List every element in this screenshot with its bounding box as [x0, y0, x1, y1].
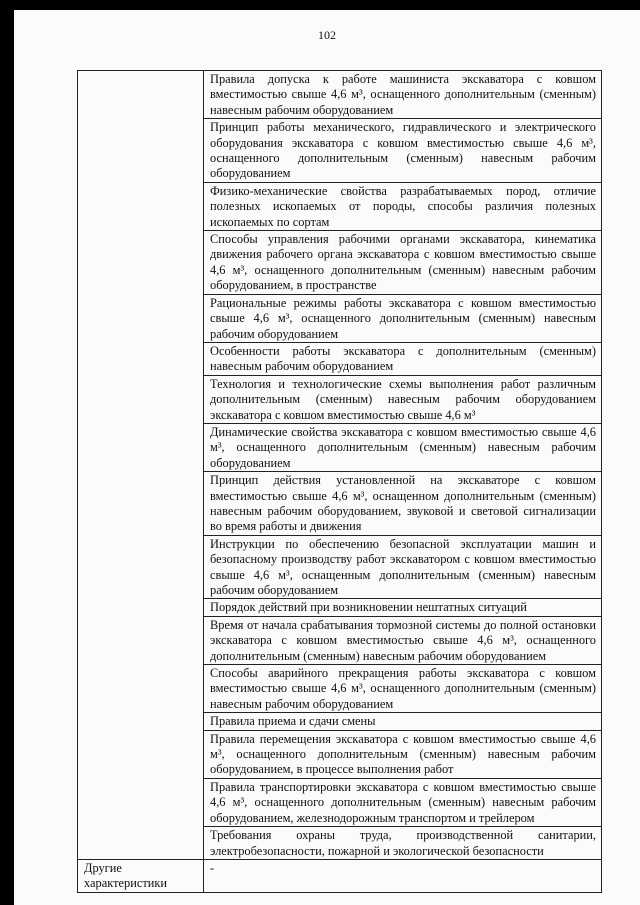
other-characteristics-label: Другие характеристики: [78, 859, 204, 892]
knowledge-item: Физико-механические свойства разрабатываемых пород, отличие полезных ископаемых от породы, способы различия полезных ископаемых по сортам: [204, 182, 602, 230]
knowledge-item: Порядок действий при возникновении нештатных ситуаций: [204, 599, 602, 616]
knowledge-item: Рациональные режимы работы экскаватора с ковшом вместимостью свыше 4,6 м³, оснащенного дополнительным (сменным) навесным рабочим оборудованием: [204, 294, 602, 342]
knowledge-item: Время от начала срабатывания тормозной системы до полной остановки экскаватора с ковшом вместимостью свыше 4,6 м³, оснащенного дополнительным (сменным) навесным рабочим оборудованием: [204, 616, 602, 664]
knowledge-item: Принцип работы механического, гидравлического и электрического оборудования экскаватора с ковшом вместимостью свыше 4,6 м³, оснащенного дополнительным (сменным) навесным рабочим оборудованием: [204, 119, 602, 183]
table-row: [78, 859, 602, 892]
knowledge-item: Динамические свойства экскаватора с ковшом вместимостью свыше 4,6 м³, оснащенного дополнительным (сменным) навесным рабочим оборудованием: [204, 423, 602, 471]
knowledge-item: Правила допуска к работе машиниста экскаватора с ковшом вместимостью свыше 4,6 м³, оснащенного дополнительным (сменным) навесным рабочим оборудованием: [204, 71, 602, 119]
knowledge-item: Правила перемещения экскаватора с ковшом вместимостью свыше 4,6 м³, оснащенного дополнительным (сменным) навесным рабочим оборудованием, в процессе выполнения работ: [204, 730, 602, 778]
knowledge-item: Способы управления рабочими органами экскаватора, кинематика движения рабочего органа экскаватора с ковшом вместимостью свыше 4,6 м³, оснащенного дополнительным (сменным) навесным рабочим оборудованием, в пространстве: [204, 231, 602, 295]
knowledge-item: Инструкции по обеспечению безопасной эксплуатации машин и безопасному производству работ экскаватором с ковшом вместимостью свыше 4,6 м³, оснащенным дополнительным (сменным) навесным рабочим оборудованием: [204, 535, 602, 599]
document-page: [14, 10, 640, 905]
knowledge-item: Особенности работы экскаватора с дополнительным (сменным) навесным рабочим оборудованием: [204, 342, 602, 375]
knowledge-item: Технология и технологические схемы выполнения работ различным дополнительным (сменным) навесным рабочим оборудованием экскаватора с ковшом вместимостью свыше 4,6 м³: [204, 375, 602, 423]
knowledge-item: Принцип действия установленной на экскаваторе с ковшом вместимостью свыше 4,6 м³, оснащенном дополнительным (сменным) навесным рабочим оборудованием, звуковой и световой сигнализации во время работы и движения: [204, 472, 602, 536]
knowledge-item: Правила приема и сдачи смены: [204, 713, 602, 730]
knowledge-item: Требования охраны труда, производственной санитарии, электробезопасности, пожарной и экологической безопасности: [204, 827, 602, 860]
knowledge-item: Правила транспортировки экскаватора с ковшом вместимостью свыше 4,6 м³, оснащенного дополнительным (сменным) навесным рабочим оборудованием, железнодорожным транспортом и трейлером: [204, 778, 602, 826]
other-characteristics-value: -: [204, 859, 602, 892]
knowledge-item: Способы аварийного прекращения работы экскаватора с ковшом вместимостью свыше 4,6 м³, оснащенного дополнительным (сменным) навесным рабочим оборудованием: [204, 665, 602, 713]
knowledge-label-cell: [78, 71, 204, 860]
table-row: [78, 71, 602, 119]
page-number: 102: [318, 28, 336, 42]
requirements-table: [77, 70, 602, 893]
